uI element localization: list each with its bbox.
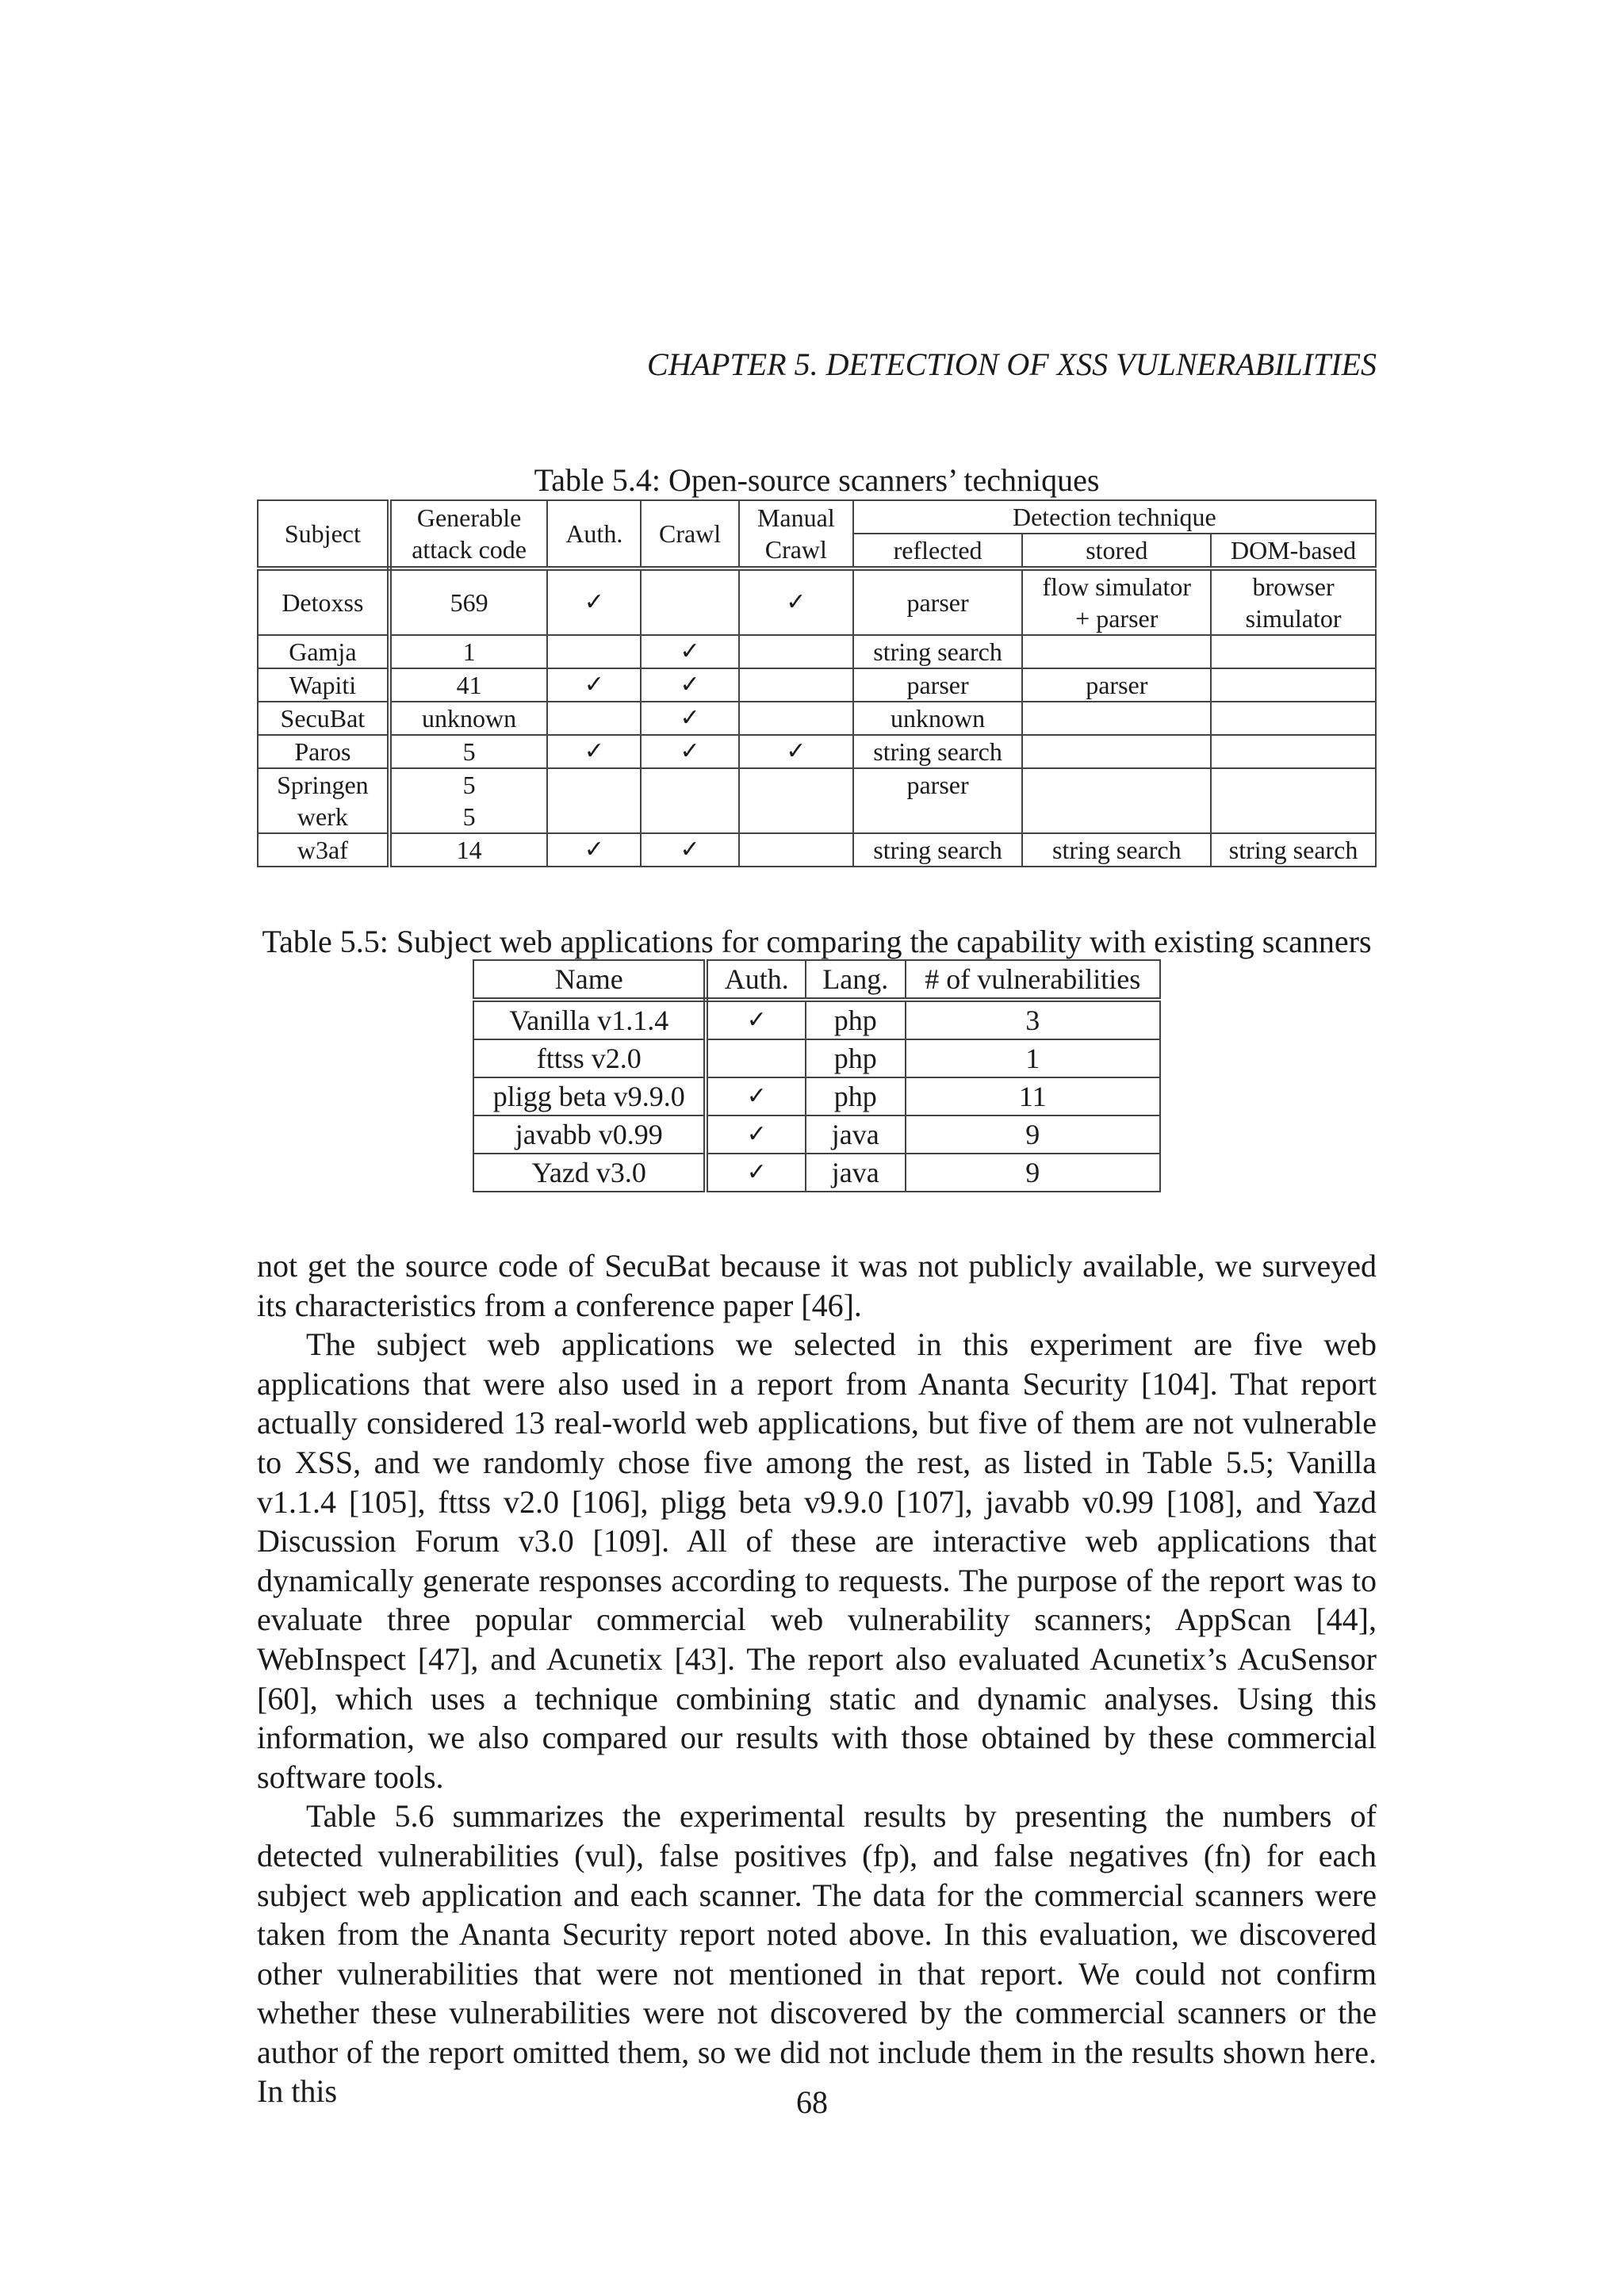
cell-stored <box>1022 768 1211 833</box>
cell-vulns: 9 <box>906 1154 1160 1192</box>
cell-vulns: 11 <box>906 1077 1160 1115</box>
cell-manual <box>739 768 853 833</box>
table-row <box>473 1000 1160 1039</box>
header-reflected: reflected <box>853 534 1023 568</box>
header-name: Name <box>473 960 706 1000</box>
cell-dom <box>1211 568 1376 635</box>
table-row <box>473 1115 1160 1154</box>
cell-reflected: string search <box>853 735 1023 768</box>
cell-auth: ✓ <box>706 1115 806 1154</box>
cell-auth <box>547 635 641 668</box>
cell-crawl: ✓ <box>641 833 739 867</box>
header-detection-technique: Detection technique <box>853 500 1376 534</box>
table-row <box>473 1154 1160 1192</box>
cell-code: unknown <box>389 702 548 735</box>
table-5-5 <box>473 959 1161 1192</box>
table-row <box>473 1077 1160 1115</box>
cell-manual: ✓ <box>739 735 853 768</box>
table-5-4-caption: Table 5.4: Open-source scanners’ techniques <box>534 462 1100 498</box>
cell-crawl <box>641 768 739 833</box>
cell-subject <box>258 768 389 833</box>
header-stored: stored <box>1022 534 1211 568</box>
cell-code <box>389 768 548 833</box>
table-row <box>258 702 1376 735</box>
table-row <box>258 568 1376 635</box>
cell-dom: string search <box>1211 833 1376 867</box>
cell-stored <box>1022 702 1211 735</box>
cell-dom <box>1211 768 1376 833</box>
cell-name: fttss v2.0 <box>473 1039 706 1077</box>
cell-subject: Wapiti <box>258 668 389 702</box>
cell-code: 14 <box>389 833 548 867</box>
cell-auth: ✓ <box>547 833 641 867</box>
cell-lang: php <box>806 1077 906 1115</box>
running-head: CHAPTER 5. DETECTION OF XSS VULNERABILITIES <box>647 346 1377 382</box>
cell-subject: Detoxss <box>258 568 389 635</box>
cell-auth <box>547 768 641 833</box>
cell-manual <box>739 635 853 668</box>
cell-manual <box>739 668 853 702</box>
cell-dom <box>1211 702 1376 735</box>
body-text <box>257 1246 1377 2111</box>
header-generable-line2: attack code <box>412 535 527 564</box>
cell-dom <box>1211 635 1376 668</box>
cell-stored: parser <box>1022 668 1211 702</box>
cell-stored <box>1022 635 1211 668</box>
cell-reflected: unknown <box>853 702 1023 735</box>
cell-manual <box>739 833 853 867</box>
cell-vulns: 3 <box>906 1000 1160 1039</box>
cell-name: Vanilla v1.1.4 <box>473 1000 706 1039</box>
cell-subject: Paros <box>258 735 389 768</box>
cell-vulns: 1 <box>906 1039 1160 1077</box>
paragraph: Table 5.6 summarizes the experimental results by presenting the numbers of detected vulnerabilities (vul), false positives (fp), and false negatives (fn) for each subject web application and each scanner. The data for the commercial scanners were taken from the Ananta Security report noted above. In this evaluation, we discovered other vulnerabilities that were not mentioned in that report. We could not confirm whether these vulnerabilities were not discovered by the commercial scanners or the author of the report omitted them, so we did not include them in the results shown here. In this <box>257 1798 1377 2110</box>
cell-dom-line1: browser <box>1252 572 1335 601</box>
cell-subject: w3af <box>258 833 389 867</box>
table-header-row <box>258 500 1376 534</box>
table-5-4 <box>257 499 1377 867</box>
cell-crawl: ✓ <box>641 668 739 702</box>
cell-stored <box>1022 735 1211 768</box>
cell-subject-line1: Springen <box>277 771 369 799</box>
cell-auth: ✓ <box>706 1077 806 1115</box>
cell-stored-line2: + parser <box>1075 604 1159 633</box>
cell-auth: ✓ <box>547 735 641 768</box>
cell-code: 569 <box>389 568 548 635</box>
cell-dom <box>1211 735 1376 768</box>
cell-vulns: 9 <box>906 1115 1160 1154</box>
header-manual-line2: Crawl <box>764 535 827 564</box>
header-manual-crawl <box>739 500 853 568</box>
header-auth: Auth. <box>706 960 806 1000</box>
header-auth: Auth. <box>547 500 641 568</box>
table-row <box>258 833 1376 867</box>
header-manual-line1: Manual <box>756 503 835 532</box>
cell-reflected: string search <box>853 635 1023 668</box>
cell-crawl: ✓ <box>641 702 739 735</box>
header-crawl: Crawl <box>641 500 739 568</box>
cell-auth: ✓ <box>547 568 641 635</box>
cell-manual <box>739 702 853 735</box>
cell-crawl <box>641 568 739 635</box>
cell-lang: java <box>806 1154 906 1192</box>
cell-auth <box>706 1039 806 1077</box>
cell-code: 5 <box>389 735 548 768</box>
cell-reflected: parser <box>853 768 1023 833</box>
cell-subject: SecuBat <box>258 702 389 735</box>
header-lang: Lang. <box>806 960 906 1000</box>
table-row <box>258 668 1376 702</box>
table-5-5-caption: Table 5.5: Subject web applications for comparing the capability with existing scanners <box>262 924 1372 959</box>
cell-lang: java <box>806 1115 906 1154</box>
table-row <box>473 1039 1160 1077</box>
table-row <box>258 768 1376 833</box>
header-subject: Subject <box>258 500 389 568</box>
cell-code: 41 <box>389 668 548 702</box>
cell-reflected: parser <box>853 668 1023 702</box>
cell-stored: string search <box>1022 833 1211 867</box>
table-row <box>258 635 1376 668</box>
cell-auth: ✓ <box>706 1000 806 1039</box>
table-row <box>258 735 1376 768</box>
cell-stored-line1: flow simulator <box>1042 572 1192 601</box>
cell-crawl: ✓ <box>641 635 739 668</box>
cell-auth: ✓ <box>547 668 641 702</box>
cell-code-line2: 5 <box>462 802 476 831</box>
cell-lang: php <box>806 1000 906 1039</box>
page-number: 68 <box>796 2084 828 2120</box>
cell-name: javabb v0.99 <box>473 1115 706 1154</box>
header-vulnerabilities: # of vulnerabilities <box>906 960 1160 1000</box>
cell-name: Yazd v3.0 <box>473 1154 706 1192</box>
cell-name: pligg beta v9.9.0 <box>473 1077 706 1115</box>
header-generable <box>389 500 548 568</box>
cell-stored <box>1022 568 1211 635</box>
cell-subject: Gamja <box>258 635 389 668</box>
cell-manual: ✓ <box>739 568 853 635</box>
paragraph: The subject web applications we selected in this experiment are five web applications that were also used in a report from Ananta Security [104]. That report actually considered 13 real-world web applications, but five of them are not vulnerable to XSS, and we randomly chose five among the rest, as listed in Table 5.5; Vanilla v1.1.4 [105], fttss v2.0 [106], pligg beta v9.9.0 [107], javabb v0.99 [108], and Yazd Discussion Forum v3.0 [109]. All of these are interactive web applications that dynamically generate responses according to requests. The purpose of the report was to evaluate three popular commercial web vulnerability scanners; AppScan [44], WebInspect [47], and Acunetix [43]. The report also evaluated Acunetix’s AcuSensor [60], which uses a technique combining static and dynamic analyses. Using this information, we also compared our results with those obtained by these commercial software tools. <box>257 1326 1377 1795</box>
cell-lang: php <box>806 1039 906 1077</box>
cell-code: 1 <box>389 635 548 668</box>
cell-subject-line2: werk <box>297 802 348 831</box>
cell-auth <box>547 702 641 735</box>
cell-dom <box>1211 668 1376 702</box>
cell-reflected: string search <box>853 833 1023 867</box>
cell-dom-line2: simulator <box>1245 604 1342 633</box>
cell-crawl: ✓ <box>641 735 739 768</box>
cell-auth: ✓ <box>706 1154 806 1192</box>
cell-code-line1: 5 <box>462 771 476 799</box>
header-dom-based: DOM-based <box>1211 534 1376 568</box>
paragraph: not get the source code of SecuBat because it was not publicly available, we surveyed its characteristics from a conference paper [46]. <box>257 1248 1377 1323</box>
cell-reflected: parser <box>853 568 1023 635</box>
table-header-row <box>473 960 1160 1000</box>
header-generable-line1: Generable <box>416 503 522 532</box>
